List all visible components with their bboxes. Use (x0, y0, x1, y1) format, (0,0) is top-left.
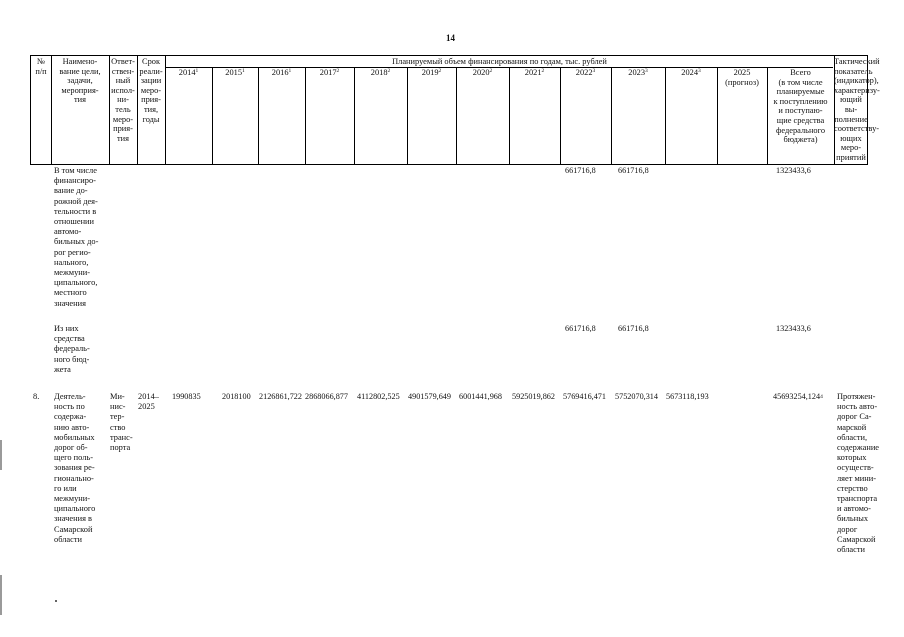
row-8-responsible: Ми- нис- тер- ство транс- порта (110, 392, 133, 453)
header-indicator: Тактический показатель (индикатор), характеризу- ющий вы- полнение соответству- ющих меро- приятий (834, 57, 880, 162)
year-divider (509, 67, 510, 164)
funding-table-header (30, 55, 880, 165)
row-road-activity-2022: 661716,8 (565, 166, 596, 175)
row-8-indicator: Протяжен- ность авто- дорог Са- марской области, содержание которых осуществ- ляет мини- стерство транспорта и автомо- бильных дорог Самарской области (837, 392, 880, 555)
row-8-2024: 5673118,193 (666, 392, 709, 401)
year-2022-header: 2022$^3$ (575, 68, 596, 77)
header-total: Всего (в том числе планируемые к поступлению и поступаю- щие средства федерального бюджета) (773, 68, 828, 145)
row-8-2019: 4901579,649 (408, 392, 451, 401)
header-funding: Планируемый объем финансирования по годам, тыс. рублей (392, 57, 607, 66)
header-term: Срок реали- зации меро- прия- тия, годы (139, 57, 163, 124)
scan-edge-mark (0, 575, 2, 615)
scan-edge-mark (0, 440, 2, 470)
row-8-2022: 5769416,471 (563, 392, 606, 401)
header-name: Наимено- вание цели, задачи, мероприя- тия (59, 57, 101, 105)
row-8-2020: 6001441,968 (459, 392, 502, 401)
row-8-2023: 5752070,314 (615, 392, 658, 401)
year-2021-header: 2021$^2$ (524, 68, 545, 77)
year-2018-header: 2018$^2$ (370, 68, 391, 77)
row-8-total: 45693254,124$^4$ (773, 392, 823, 401)
year-2023-header: 2023$^3$ (628, 68, 648, 77)
row-8-2017: 2868066,877 (305, 392, 348, 401)
header-responsible: Ответ- ствен- ный испол- ни- тель меро- прия- тия (111, 57, 135, 143)
row-federal-budget-2022: 661716,8 (565, 324, 596, 333)
year-2014-header: 2014$^1$ (178, 68, 199, 77)
row-federal-budget-total: 1323433,6 (776, 324, 811, 333)
row-federal-budget-2023: 661716,8 (618, 324, 649, 333)
year-divider (212, 67, 213, 164)
row-road-activity-2023: 661716,8 (618, 166, 649, 175)
scan-dot (55, 600, 57, 602)
year-divider (456, 67, 457, 164)
row-8-2014: 1990835 (172, 392, 201, 401)
year-divider (407, 67, 408, 164)
year-divider (305, 67, 306, 164)
row-8-number: 8. (33, 392, 40, 401)
year-2017-header: 2017$^2$ (319, 68, 340, 77)
row-road-activity-name: В том числе финансиро- вание до- рожной дея- тельности в отношении автомо- бильных до- рог регио- нального, межмуни- ципального, местного значения (54, 166, 99, 308)
year-divider (258, 67, 259, 164)
year-2015-header: 2015$^1$ (225, 68, 245, 77)
page-number: 14 (446, 33, 455, 43)
header-number: № п/п (35, 57, 47, 76)
row-8-term: 2014– 2025 (138, 392, 159, 412)
row-8-name: Деятель- ность по содержа- нию авто- мобильных дорог об- щего поль- зования ре- гионально- го или межмуни- ципального значения в Самарской области (54, 392, 96, 544)
year-2024-header: 2024$^3$ (681, 68, 701, 77)
row-8-2018: 4112802,525 (357, 392, 400, 401)
year-2019-header: 2019$^2$ (421, 68, 442, 77)
row-8-2015: 2018100 (222, 392, 251, 401)
row-federal-budget-name: Из них средства федераль- ного бюд- жета (54, 324, 90, 374)
year-divider (560, 67, 561, 164)
year-2025-header: 2025 (прогноз) (725, 68, 759, 87)
row-8-2016: 2126861,722 (259, 392, 302, 401)
row-8-2021: 5925019,862 (512, 392, 555, 401)
year-2016-header: 2016$^1$ (271, 68, 292, 77)
year-divider (354, 67, 355, 164)
row-road-activity-total: 1323433,6 (776, 166, 811, 175)
year-divider (665, 67, 666, 164)
year-divider (611, 67, 612, 164)
year-2020-header: 2020$^2$ (472, 68, 493, 77)
